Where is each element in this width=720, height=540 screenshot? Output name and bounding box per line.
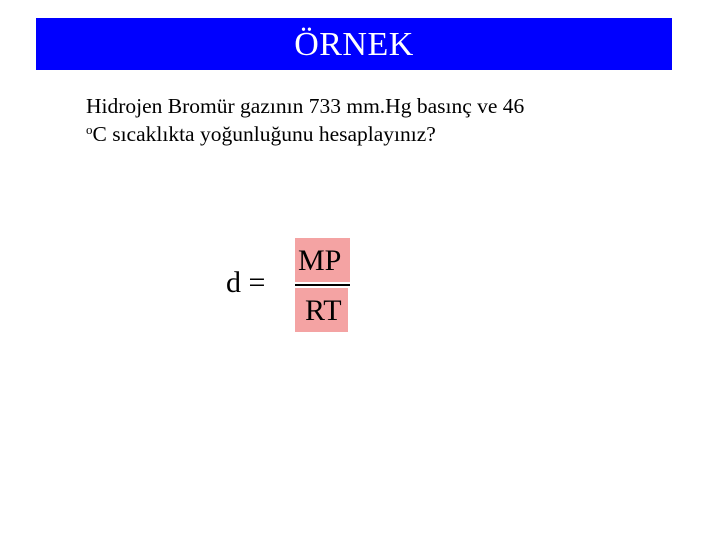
fraction-numerator: MP xyxy=(298,244,342,277)
title-bar xyxy=(36,18,672,70)
degree-superscript: o xyxy=(86,122,93,137)
formula-lhs: d = xyxy=(226,266,266,299)
fraction-bar xyxy=(295,284,350,286)
problem-line-2 xyxy=(86,120,606,151)
problem-statement xyxy=(86,92,606,151)
problem-line-2-text: C sıcaklıkta yoğunluğunu hesaplayınız? xyxy=(92,122,436,146)
page-title: ÖRNEK xyxy=(294,26,414,63)
problem-line-1: Hidrojen Bromür gazının 733 mm.Hg basınç ve 46 xyxy=(86,94,525,118)
fraction-denominator: RT xyxy=(305,294,342,327)
